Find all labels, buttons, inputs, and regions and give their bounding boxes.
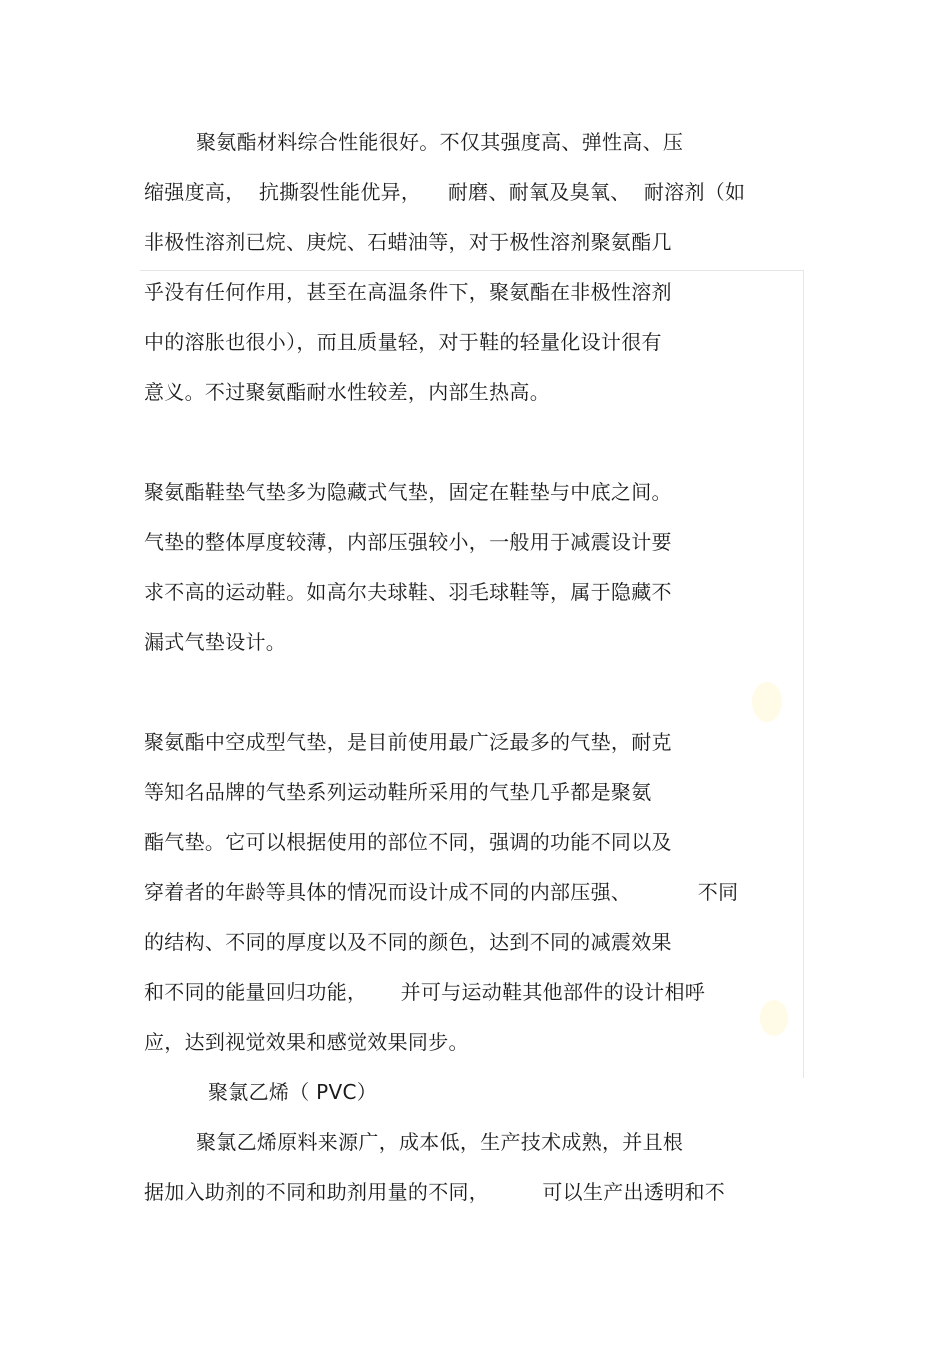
paragraph-4-line-1: 聚氯乙烯原料来源广，成本低，生产技术成熟，并且根 [196, 1130, 684, 1154]
paragraph-1-line-4: 乎没有任何作用，甚至在高温条件下，聚氨酯在非极性溶剂 [144, 280, 672, 304]
paragraph-2-line-4: 漏式气垫设计。 [144, 630, 287, 654]
paragraph-3-line-1: 聚氨酯中空成型气垫，是目前使用最广泛最多的气垫，耐克 [144, 730, 672, 754]
paragraph-1-line-5: 中的溶胀也很小），而且质量轻，对于鞋的轻量化设计很有 [144, 330, 662, 354]
paragraph-2-line-2: 气垫的整体厚度较薄，内部压强较小，一般用于减震设计要 [144, 530, 672, 554]
paragraph-3-line-7: 应，达到视觉效果和感觉效果同步。 [144, 1030, 469, 1054]
section-heading-pvc: 聚氯乙烯（ PVC） [208, 1080, 378, 1104]
paragraph-1-line-1: 聚氨酯材料综合性能很好。不仅其强度高、弹性高、压 [196, 130, 684, 154]
paragraph-3-line-5: 的结构、不同的厚度以及不同的颜色，达到不同的减震效果 [144, 930, 672, 954]
scan-blemish [752, 682, 782, 722]
paragraph-1-line-6: 意义。不过聚氨酯耐水性较差，内部生热高。 [144, 380, 550, 404]
paragraph-3-line-4: 穿着者的年龄等具体的情况而设计成不同的内部压强、 不同 [144, 880, 739, 904]
paragraph-3-line-2: 等知名品牌的气垫系列运动鞋所采用的气垫几乎都是聚氨 [144, 780, 652, 804]
paragraph-2-line-1: 聚氨酯鞋垫气垫多为隐藏式气垫，固定在鞋垫与中底之间。 [144, 480, 672, 504]
paragraph-3-line-3: 酯气垫。它可以根据使用的部位不同，强调的功能不同以及 [144, 830, 672, 854]
scan-blemish [760, 1000, 788, 1036]
paragraph-3-line-6: 和不同的能量回归功能， 并可与运动鞋其他部件的设计相呼 [144, 980, 706, 1004]
paragraph-1-line-3: 非极性溶剂已烷、庚烷、石蜡油等，对于极性溶剂聚氨酯几 [144, 230, 672, 254]
paragraph-1-line-2: 缩强度高， 抗撕裂性能优异， 耐磨、耐氧及臭氧、 耐溶剂（如 [144, 180, 746, 204]
paragraph-4-line-2: 据加入助剂的不同和助剂用量的不同， 可以生产出透明和不 [144, 1180, 726, 1204]
paragraph-2-line-3: 求不高的运动鞋。如高尔夫球鞋、羽毛球鞋等，属于隐藏不 [144, 580, 672, 604]
